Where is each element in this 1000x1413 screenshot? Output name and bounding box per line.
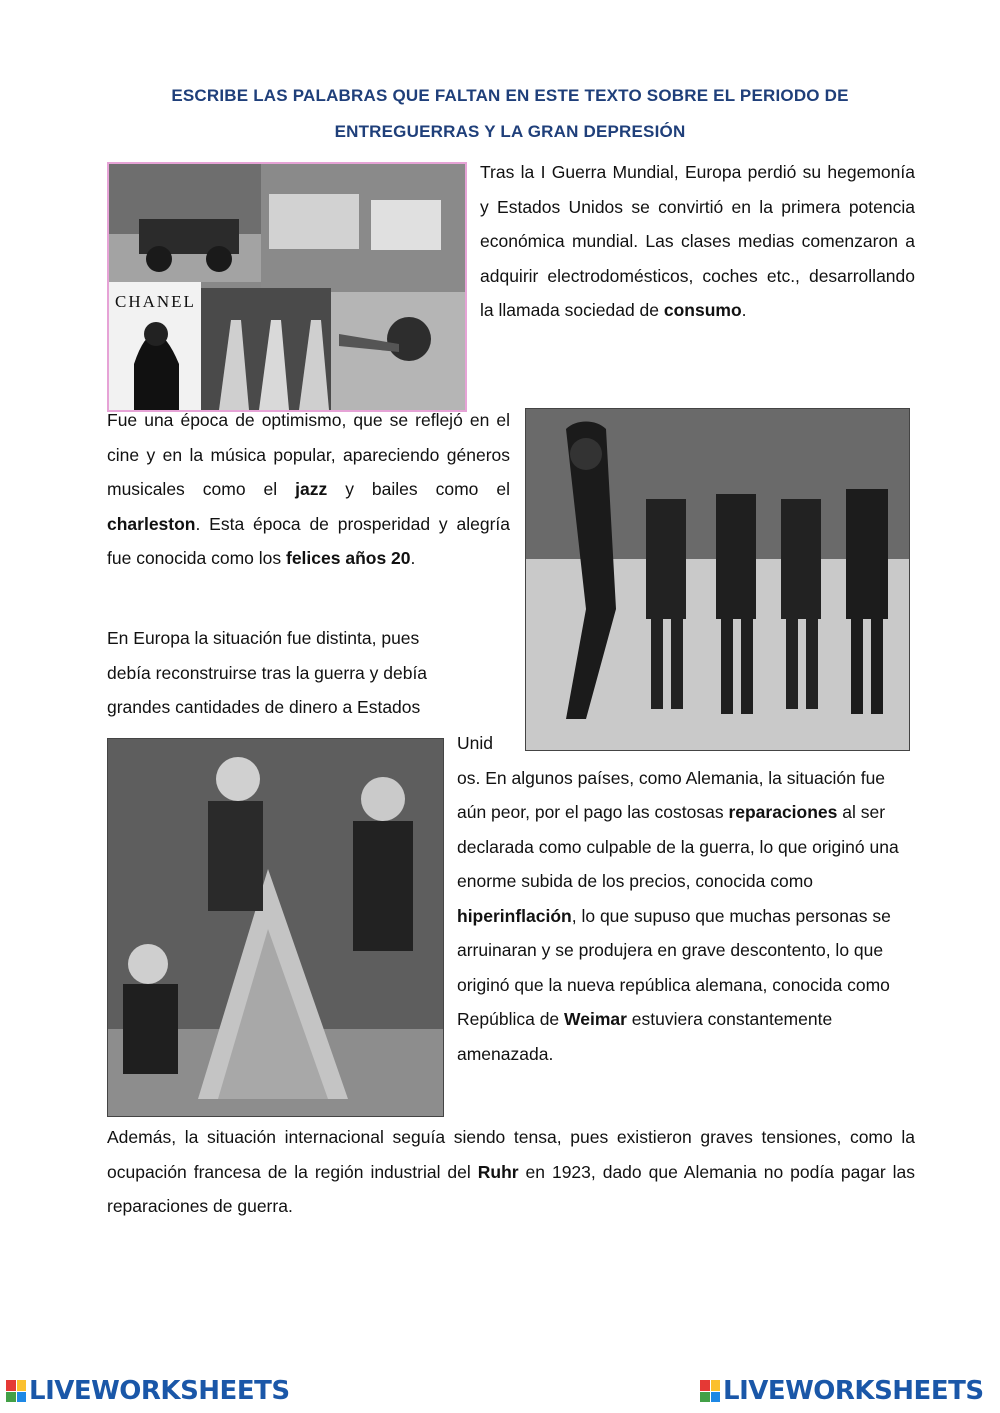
- answer-hiperinflacion: hiperinflación: [457, 905, 572, 926]
- twenties-collage-image: [107, 162, 467, 412]
- title-line-2: ENTREGUERRAS Y LA GRAN DEPRESIÓN: [334, 122, 686, 141]
- logo-mark-icon: [6, 1380, 26, 1402]
- p4-text-c: al ser declarada como culpable de la guerra, lo que originó una enorme subida de los precios, conocida como: [457, 802, 899, 891]
- charleston-dancers-image: [525, 408, 910, 751]
- liveworksheets-logo-left: [6, 1376, 290, 1406]
- collage-graphic: [109, 164, 465, 410]
- p4-text-unid: Unid: [457, 733, 493, 753]
- logo-left-text: LIVEWORKSHEETS: [29, 1376, 290, 1406]
- worksheet-title: [100, 78, 920, 150]
- p4-body: [457, 761, 915, 1072]
- p4-text-b: os. En algunos países, como Alemania, la situación fue aún peor, por el pago las costosas: [457, 767, 886, 822]
- answer-felices-anos-20: felices años 20: [286, 548, 411, 568]
- p2-text-c: y bailes como el: [327, 479, 510, 499]
- paragraph-ruhr: [107, 1120, 915, 1224]
- answer-consumo: consumo: [663, 300, 742, 320]
- p2-text-d: . Esta época de prosperidad y alegría fue conocida como los: [107, 513, 510, 568]
- answer-reparaciones: reparaciones: [728, 802, 838, 822]
- p2-text-e: .: [410, 548, 416, 568]
- paragraph-felices-anos-20: [107, 403, 510, 576]
- p5-text-c: en 1923, dado que Alemania no podía pagar las reparaciones de guerra.: [107, 1161, 915, 1216]
- answer-ruhr: Ruhr: [477, 1161, 519, 1182]
- hyperinflation-children-image: [107, 738, 444, 1117]
- p1-text-c: .: [741, 300, 747, 320]
- p2-text-a: Fue una época de optimismo, que se reflejó en el cine y en la música popular, apareciendo géneros musicales como el: [107, 410, 510, 499]
- dancers-graphic: [526, 409, 909, 750]
- p1-text-a: Tras la I Guerra Mundial, Europa perdió su hegemonía y Estados Unidos se convirtió en la primera potencia económica mundial. Las clases medias comenzaron a adquirir electrodomésticos, coches etc., desarrollando la llamada sociedad de: [480, 162, 915, 320]
- p4-text-d: , lo que supuso que muchas personas se arruinaran y se produjera en grave descontento, lo que originó que la nueva república alemana, conocida como República de: [457, 905, 891, 1029]
- paragraph-consumo: [480, 155, 915, 328]
- children-graphic: [108, 739, 443, 1116]
- logo-right-text: LIVEWORKSHEETS: [723, 1376, 984, 1406]
- logo-mark-icon: [700, 1380, 720, 1402]
- answer-jazz: jazz: [295, 479, 328, 499]
- chanel-label: CHANEL: [115, 292, 196, 311]
- liveworksheets-logo-right: [700, 1376, 984, 1406]
- answer-charleston: charleston: [107, 513, 196, 534]
- paragraph-europa: [107, 621, 467, 725]
- p5-text-a: Además, la situación internacional seguía siendo tensa, pues existieron graves tensiones, como la ocupación francesa de la región industrial del: [107, 1127, 915, 1182]
- paragraph-weimar: [457, 726, 915, 1071]
- p4-text-e: estuviera constantemente amenazada.: [457, 1009, 833, 1064]
- title-line-1: ESCRIBE LAS PALABRAS QUE FALTAN EN ESTE TEXTO SOBRE EL PERIODO DE: [171, 86, 849, 105]
- p3-text-a: En Europa la situación fue distinta, pues debía reconstruirse tras la guerra y debía grandes cantidades de dinero a Estados: [107, 628, 428, 717]
- answer-weimar: Weimar: [564, 1009, 627, 1029]
